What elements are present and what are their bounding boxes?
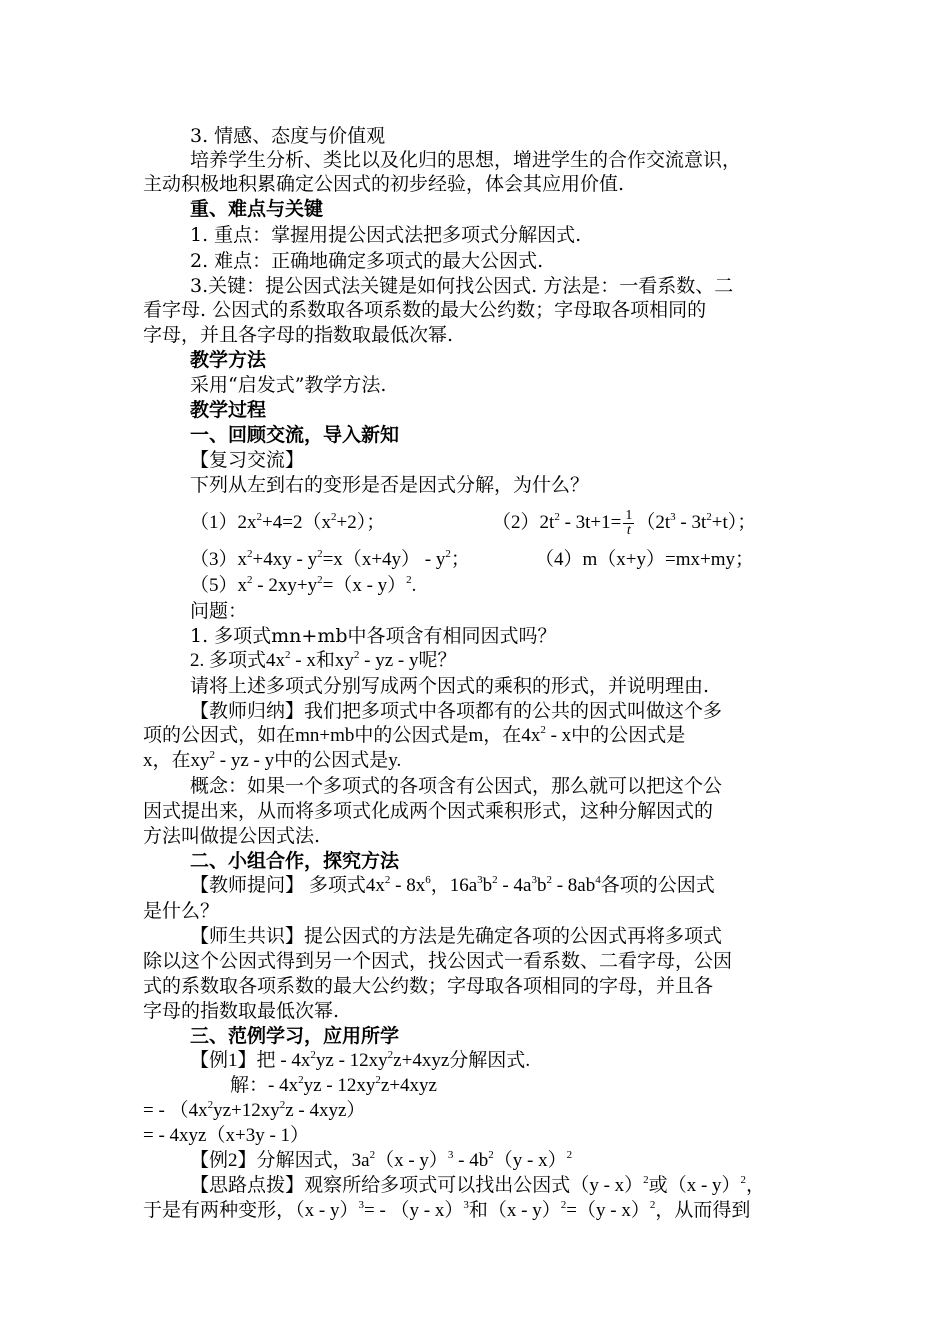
section-heading: 教学过程 xyxy=(190,399,267,421)
fraction-denominator: t xyxy=(626,523,631,539)
superscript: 2 xyxy=(353,649,360,661)
superscript: 2 xyxy=(643,1174,649,1186)
solution-line: = - 4xyz（x+3y - 1） xyxy=(143,1125,310,1146)
paragraph-line: 方法叫做提公因式法. xyxy=(143,825,321,847)
superscript: 2 xyxy=(560,1199,567,1211)
section-heading: 一、回顾交流，导入新知 xyxy=(190,424,400,446)
superscript: 2 xyxy=(406,574,412,586)
paragraph-line: 字母，并且各字母的指数取最低次幂. xyxy=(143,324,454,346)
paragraph-line: 【思路点拨】观察所给多项式可以找出公因式（y - x）$^2$或（x - y）$^2$， xyxy=(190,1174,766,1196)
superscript: 2 xyxy=(310,1049,316,1061)
list-item: 3.关键：提公因式法关键是如何找公因式. 方法是：一看系数、二 xyxy=(190,275,734,297)
paragraph-line: 培养学生分析、类比以及化归的思想，增进学生的合作交流意识， xyxy=(190,149,742,171)
paragraph-line: x，在$xy^2$ - yz - y中的公因式是y. xyxy=(143,749,402,771)
solution-line: 解：- $4x^2yz - 12xy^2z+4xyz$ xyxy=(230,1074,437,1096)
superscript: 6 xyxy=(425,874,431,886)
superscript: 4 xyxy=(595,874,601,886)
superscript: 2 xyxy=(285,649,291,661)
section-heading: 三、范例学习，应用所学 xyxy=(190,1025,400,1047)
subsection-heading: 3. 情感、态度与价值观 xyxy=(190,125,386,147)
paragraph-line: 【教师归纳】我们把多项式中各项都有的公共的因式叫做这个多 xyxy=(190,700,723,722)
section-heading: 重、难点与关键 xyxy=(190,198,324,220)
superscript: 2 xyxy=(387,1049,394,1061)
superscript: 2 xyxy=(546,874,552,886)
solution-line: = - $(4x^2yz+12xy^2z - 4xyz)$ xyxy=(143,1099,366,1121)
paragraph-line: 采用“启发式”教学方法. xyxy=(190,374,387,396)
fraction-numerator: 1 xyxy=(625,508,633,524)
superscript: 2 xyxy=(279,1099,286,1111)
superscript: 2 xyxy=(247,574,253,586)
superscript: 3 xyxy=(358,1199,364,1211)
paragraph-line: 字母的指数取最低次幂. xyxy=(143,1000,340,1022)
superscript: 2 xyxy=(540,724,546,736)
superscript: 2 xyxy=(317,574,323,586)
list-item: 2. 难点：正确地确定多项式的最大公因式. xyxy=(190,250,544,272)
paragraph-line: 请将上述多项式分别写成两个因式的乘积的形式，并说明理由. xyxy=(190,675,710,697)
superscript: 2 xyxy=(384,874,391,886)
list-item: 1. 重点：掌握用提公因式法把多项式分解因式. xyxy=(190,224,582,246)
question-1: 1. 多项式mn+mb中各项含有相同因式吗？ xyxy=(190,625,557,647)
superscript: 2 xyxy=(298,1074,304,1086)
superscript: 2 xyxy=(740,1174,747,1186)
fraction xyxy=(623,509,634,538)
superscript: 2 xyxy=(209,749,216,761)
section-heading: 二、小组合作，探究方法 xyxy=(190,850,400,872)
math-item-5: $(5)x^2 - 2xy+y^2=(x - y)^2$. xyxy=(190,574,417,596)
paragraph-line: 问题： xyxy=(190,600,248,622)
math-item-2-left: $(2)2t^2 - 3t+1=$ xyxy=(492,511,622,533)
superscript: 2 xyxy=(369,1149,376,1161)
superscript: 2 xyxy=(706,511,712,523)
paragraph-line: 式的系数取各项系数的最大公约数；字母取各项相同的字母，并且各 xyxy=(143,975,714,997)
paragraph-line: 下列从左到右的变形是否是因式分解，为什么？ xyxy=(190,474,590,496)
bracket-label: 【复习交流】 xyxy=(190,449,305,471)
superscript: 3 xyxy=(531,874,537,886)
superscript: 2 xyxy=(247,548,253,560)
superscript: 2 xyxy=(492,874,498,886)
math-item-2 xyxy=(492,501,756,545)
math-item-3: $(3)x^2+4xy - y^2=x(x+4y) - y^2$； xyxy=(190,548,470,570)
example-2: 【例2】分解因式，$3a^2(x - y)^3 - 4b^2(y - x)^2$ xyxy=(190,1149,573,1171)
paragraph-line: 项的公因式，如在mn+mb中的公因式是m，在$4x^2$ - x中的公因式是 xyxy=(143,724,686,746)
section-heading: 教学方法 xyxy=(190,349,267,371)
paragraph-line: 主动积极地积累确定公因式的初步经验，体会其应用价值. xyxy=(143,173,625,195)
superscript: 2 xyxy=(207,1099,214,1111)
superscript: 3 xyxy=(463,1199,469,1211)
superscript: 2 xyxy=(566,1149,573,1161)
paragraph-line: 是什么？ xyxy=(143,900,220,922)
superscript: 2 xyxy=(375,1074,381,1086)
superscript: 2 xyxy=(256,511,263,523)
question-2: 2. 多项式$4x^2$ - x和$xy^2$ - yz - y呢？ xyxy=(190,649,457,671)
math-item-1: $(1)2x^2+4=2(x^2+2)$； xyxy=(190,511,386,533)
paragraph-line: 概念：如果一个多项式的各项含有公因式，那么就可以把这个公 xyxy=(190,775,723,797)
math-item-4: （4）m（x+y）=mx+my； xyxy=(535,549,754,570)
superscript: 2 xyxy=(488,1149,494,1161)
paragraph-line: 看字母. 公因式的系数取各项系数的最大公约数；字母取各项相同的 xyxy=(143,299,707,321)
paragraph-line: 除以这个公因式得到另一个因式，找公因式一看系数、二看字母，公因 xyxy=(143,950,733,972)
paragraph-line: 因式提出来，从而将多项式化成两个因式乘积形式，这种分解因式的 xyxy=(143,800,714,822)
superscript: 2 xyxy=(330,511,337,523)
superscript: 2 xyxy=(649,1199,656,1211)
superscript: 3 xyxy=(670,511,676,523)
superscript: 3 xyxy=(477,874,483,886)
paragraph-line: 于是有两种变形，（x - y）$^3$= - （y - x）$^3$和（x - y）$^2$=（y - x）$^2$，从而得到 xyxy=(143,1199,751,1221)
superscript: 2 xyxy=(554,511,560,523)
superscript: 3 xyxy=(447,1149,454,1161)
math-item-2-right: $(2t^3 - 3t^2+t)$； xyxy=(636,511,757,533)
paragraph-line: 【教师提问】 多项式$4x^2 - 8x^6$，$16a^3b^2 - 4a^3b^2 - 8ab^4$各项的公因式 xyxy=(190,874,715,896)
superscript: 2 xyxy=(317,548,323,560)
paragraph-line: 【师生共识】提公因式的方法是先确定各项的公因式再将多项式 xyxy=(190,925,723,947)
example-1: 【例1】把 - $4x^2yz - 12xy^2z+4xyz$分解因式. xyxy=(190,1049,531,1071)
superscript: 2 xyxy=(445,548,451,560)
